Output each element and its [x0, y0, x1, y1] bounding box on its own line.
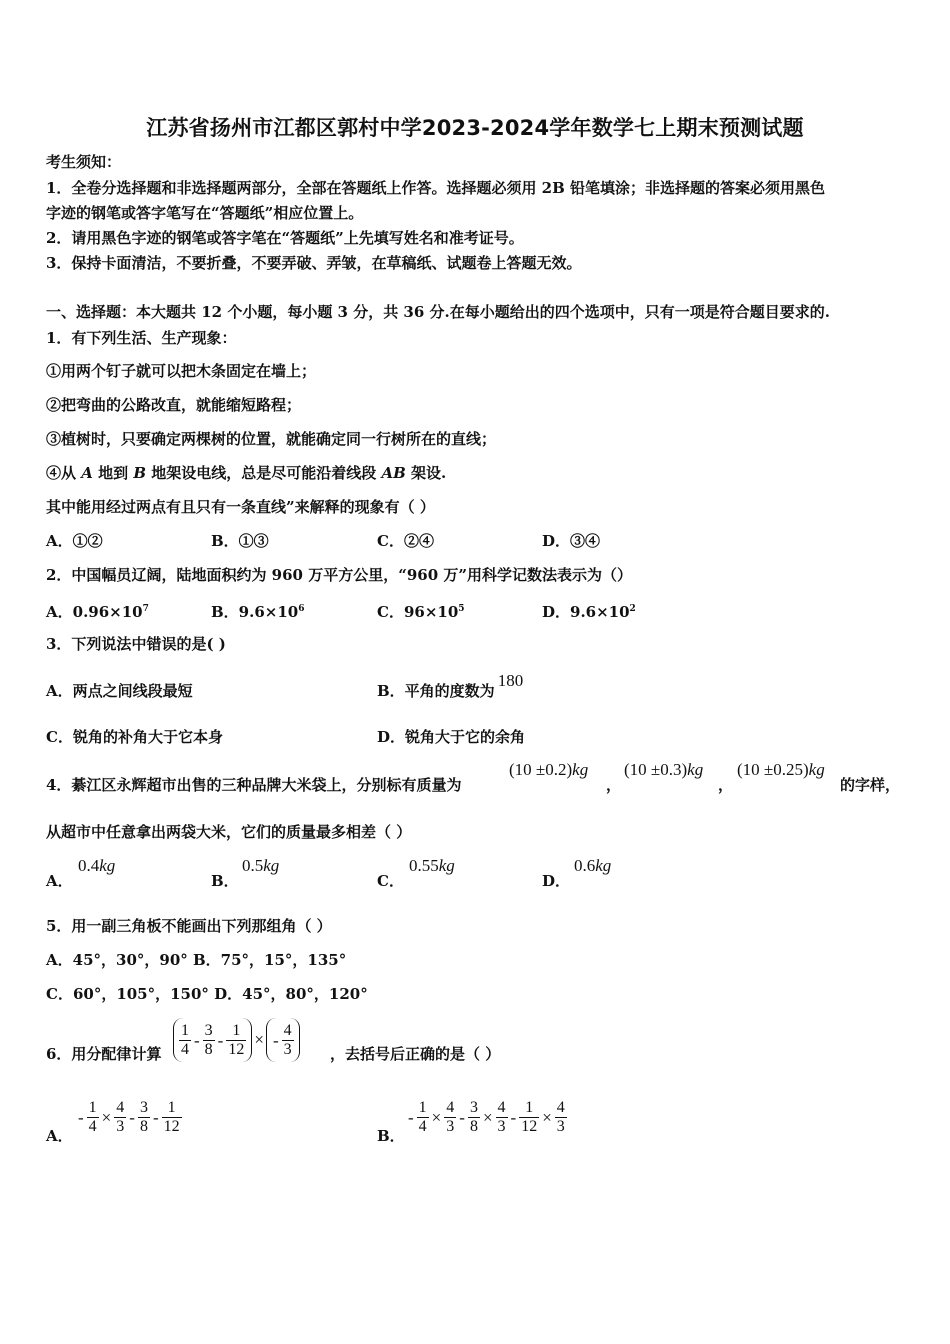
q1-option-a: A．①②: [46, 532, 103, 550]
q4-mass-2-value: (10 ±0.3): [624, 760, 688, 779]
q6-option-a-expression: [76, 1099, 183, 1136]
q4-stem-a: 4．綦江区永辉超市出售的三种品牌大米袋上，分别标有质量为: [46, 776, 462, 794]
q1-item-4-text-a: ④从: [46, 464, 82, 482]
point-a: A: [81, 464, 93, 482]
q2-option-b: [211, 599, 304, 622]
q3-stem: 3．下列说法中错误的是( ): [46, 635, 226, 653]
numerator: 1: [162, 1099, 182, 1118]
fraction-4-3: [114, 1099, 126, 1136]
page-title: 江苏省扬州市江都区郭村中学2023-2024学年数学七上期末预测试题: [146, 116, 804, 140]
numerator: 3: [204, 1022, 213, 1039]
fraction-4-3: [555, 1099, 567, 1136]
numerator: 4: [497, 1099, 506, 1116]
fraction-1-4: [179, 1022, 191, 1059]
q2-option-c-text: C．96×10: [377, 603, 459, 621]
denominator: 12: [163, 1118, 180, 1135]
q4-mass-3-unit: kg: [808, 760, 825, 779]
q5-options-row-1: A．45°，30°，90° B．75°，15°，135°: [46, 951, 347, 969]
q2-option-a-exp: 7: [142, 604, 149, 614]
q2-option-b-text: B．9.6×10: [211, 603, 299, 621]
q4-mass-2-unit: kg: [687, 760, 704, 779]
fraction-1-12: [519, 1099, 539, 1136]
q4-option-c-label: C．: [377, 872, 404, 890]
q2-option-a: [46, 599, 149, 622]
denominator: 3: [116, 1118, 125, 1135]
notice-line-1b: 字迹的钢笔或答字笔写在“答题纸”相应位置上。: [46, 204, 364, 222]
fraction-4-3: [496, 1099, 508, 1136]
q1-item-1: ①用两个钉子就可以把木条固定在墙上；: [46, 362, 317, 380]
minus-sign: -: [408, 1107, 414, 1127]
q1-item-4-text-c: 地架设电线，总是尽可能沿着线段: [146, 464, 382, 482]
notice-line-1a: 1．全卷分选择题和非选择题两部分，全部在答题纸上作答。选择题必须用 2B 铅笔填涂；非选择题的答案必须用黑色: [46, 179, 826, 197]
fraction-1-12: [162, 1099, 182, 1136]
q4-option-d-number: 0.6: [574, 856, 596, 875]
minus-sign: -: [78, 1107, 84, 1127]
q6-stem-b: ，去括号后正确的是（ ）: [330, 1045, 501, 1063]
q4-option-c-number: 0.55: [409, 856, 439, 875]
q4-comma-1: ，: [606, 776, 622, 794]
q4-option-b-number: 0.5: [242, 856, 264, 875]
minus-sign: -: [510, 1107, 517, 1127]
q4-option-a-value: [78, 856, 115, 876]
q6-option-a-label: A．: [46, 1127, 73, 1145]
denominator: 3: [497, 1118, 506, 1135]
q2-option-d-exp: 2: [629, 604, 636, 614]
denominator: 4: [88, 1118, 97, 1135]
point-b: B: [133, 464, 147, 482]
numerator: 1: [226, 1022, 246, 1041]
times-sign: ×: [254, 1030, 264, 1049]
denominator: 3: [446, 1118, 455, 1135]
minus-sign: -: [152, 1107, 159, 1127]
denominator: 8: [139, 1118, 148, 1135]
denominator: 3: [556, 1118, 565, 1135]
q1-ask: 其中能用经过两点有且只有一条直线”来解释的现象有（ ）: [46, 498, 435, 516]
minus-sign: -: [459, 1107, 465, 1127]
denominator: 12: [228, 1041, 245, 1058]
fraction-1-4: [417, 1099, 429, 1136]
denominator: 8: [469, 1118, 478, 1135]
q4-mass-3-value: (10 ±0.25): [737, 760, 809, 779]
numerator: 4: [116, 1099, 125, 1116]
q3-option-b: [377, 671, 524, 701]
denominator: 4: [418, 1118, 427, 1135]
notice-line-3: 3．保持卡面清洁，不要折叠，不要弄破、弄皱，在草稿纸、试题卷上答题无效。: [46, 254, 582, 272]
times-sign: ×: [482, 1107, 493, 1127]
segment-ab: AB: [381, 464, 406, 482]
q4-option-c-value: [409, 856, 455, 876]
numerator: 4: [446, 1099, 455, 1116]
q4-option-a-label: A．: [46, 872, 73, 890]
q5-stem: 5．用一副三角板不能画出下列那组角（ ）: [46, 917, 332, 935]
q6-second-bracket: [266, 1018, 300, 1062]
fraction-3-8: [203, 1022, 215, 1059]
q4-mass-1: [509, 760, 588, 780]
q2-stem: 2．中国幅员辽阔，陆地面积约为 960 万平方公里，“960 万”用科学记数法表示为（）: [46, 566, 632, 584]
fraction-1-4: [87, 1099, 99, 1136]
q6-expression: [173, 1018, 300, 1062]
q4-option-c-unit: kg: [438, 856, 455, 875]
q4-comma-2: ，: [718, 776, 734, 794]
q6-option-b-label: B．: [377, 1127, 405, 1145]
q6-first-bracket: [173, 1018, 252, 1062]
numerator: 4: [556, 1099, 565, 1116]
denominator: 3: [283, 1041, 292, 1058]
section-heading: 一、选择题：本大题共 12 个小题，每小题 3 分，共 36 分.在每小题给出的四个选项中，只有一项是符合题目要求的.: [46, 303, 830, 321]
q1-stem: 1．有下列生活、生产现象：: [46, 329, 237, 347]
denominator: 4: [181, 1041, 189, 1058]
fraction-4-3: [444, 1099, 456, 1136]
fraction-1-12: [226, 1022, 246, 1059]
q4-option-d-label: D．: [542, 872, 571, 890]
fraction-4-3: [282, 1022, 294, 1059]
q6-option-b-expression: [406, 1099, 568, 1136]
q1-item-4-text-d: 架设.: [405, 464, 447, 482]
q4-stem-b: 的字样，: [840, 776, 901, 794]
q2-option-c: [377, 599, 465, 622]
q2-option-d-text: D．9.6×10: [542, 603, 630, 621]
minus-sign: -: [217, 1030, 224, 1050]
numerator: 1: [519, 1099, 539, 1118]
q2-option-c-exp: 5: [458, 604, 465, 614]
times-sign: ×: [431, 1107, 442, 1127]
q3-option-c: C．锐角的补角大于它本身: [46, 728, 223, 746]
q4-option-d-value: [574, 856, 611, 876]
q1-item-2: ②把弯曲的公路改直，就能缩短路程；: [46, 396, 302, 414]
fraction-3-8: [468, 1099, 480, 1136]
q2-option-a-text: A．0.96×10: [46, 603, 143, 621]
q1-option-d: D．③④: [542, 532, 601, 550]
q5-options-row-2: C．60°，105°，150° D．45°，80°，120°: [46, 985, 368, 1003]
times-sign: ×: [101, 1107, 112, 1127]
q4-mass-1-value: (10 ±0.2): [509, 760, 573, 779]
q1-item-4-text-b: 地到: [92, 464, 134, 482]
q1-option-b: B．①③: [211, 532, 269, 550]
fraction-3-8: [138, 1099, 150, 1136]
q4-mass-1-unit: kg: [572, 760, 589, 779]
numerator: 3: [139, 1099, 148, 1116]
numerator: 4: [283, 1022, 292, 1039]
q4-option-b-label: B．: [211, 872, 239, 890]
q4-option-b-unit: kg: [263, 856, 280, 875]
times-sign: ×: [542, 1107, 552, 1127]
q3-option-a: A．两点之间线段最短: [46, 682, 193, 700]
q4-option-a-number: 0.4: [78, 856, 100, 875]
numerator: 1: [181, 1022, 189, 1039]
q3-option-b-value: 180: [497, 671, 524, 690]
q2-option-d: [542, 599, 636, 622]
q3-option-d: D．锐角大于它的余角: [377, 728, 526, 746]
q1-item-4: [46, 463, 446, 483]
q1-item-3: ③植树时，只要确定两棵树的位置，就能确定同一行树所在的直线；: [46, 430, 497, 448]
denominator: 12: [521, 1118, 538, 1135]
q1-option-c: C．②④: [377, 532, 434, 550]
q3-option-b-text: B．平角的度数为: [377, 682, 495, 700]
q4-stem-c: 从超市中任意拿出两袋大米，它们的质量最多相差（ ）: [46, 823, 412, 841]
minus-sign: -: [272, 1030, 279, 1050]
q6-stem-a: 6．用分配律计算: [46, 1045, 162, 1063]
q4-mass-2: [624, 760, 703, 780]
q4-option-a-unit: kg: [99, 856, 116, 875]
minus-sign: -: [129, 1107, 135, 1127]
notice-heading: 考生须知：: [46, 153, 122, 171]
q2-option-b-exp: 6: [298, 604, 305, 614]
numerator: 3: [469, 1099, 478, 1116]
numerator: 1: [418, 1099, 427, 1116]
q4-mass-3: [737, 760, 825, 780]
numerator: 1: [88, 1099, 97, 1116]
denominator: 8: [204, 1041, 213, 1058]
q4-option-d-unit: kg: [595, 856, 612, 875]
minus-sign: -: [194, 1030, 200, 1050]
notice-line-2: 2．请用黑色字迹的钢笔或答字笔在“答题纸”上先填写姓名和准考证号。: [46, 229, 524, 247]
q4-option-b-value: [242, 856, 279, 876]
